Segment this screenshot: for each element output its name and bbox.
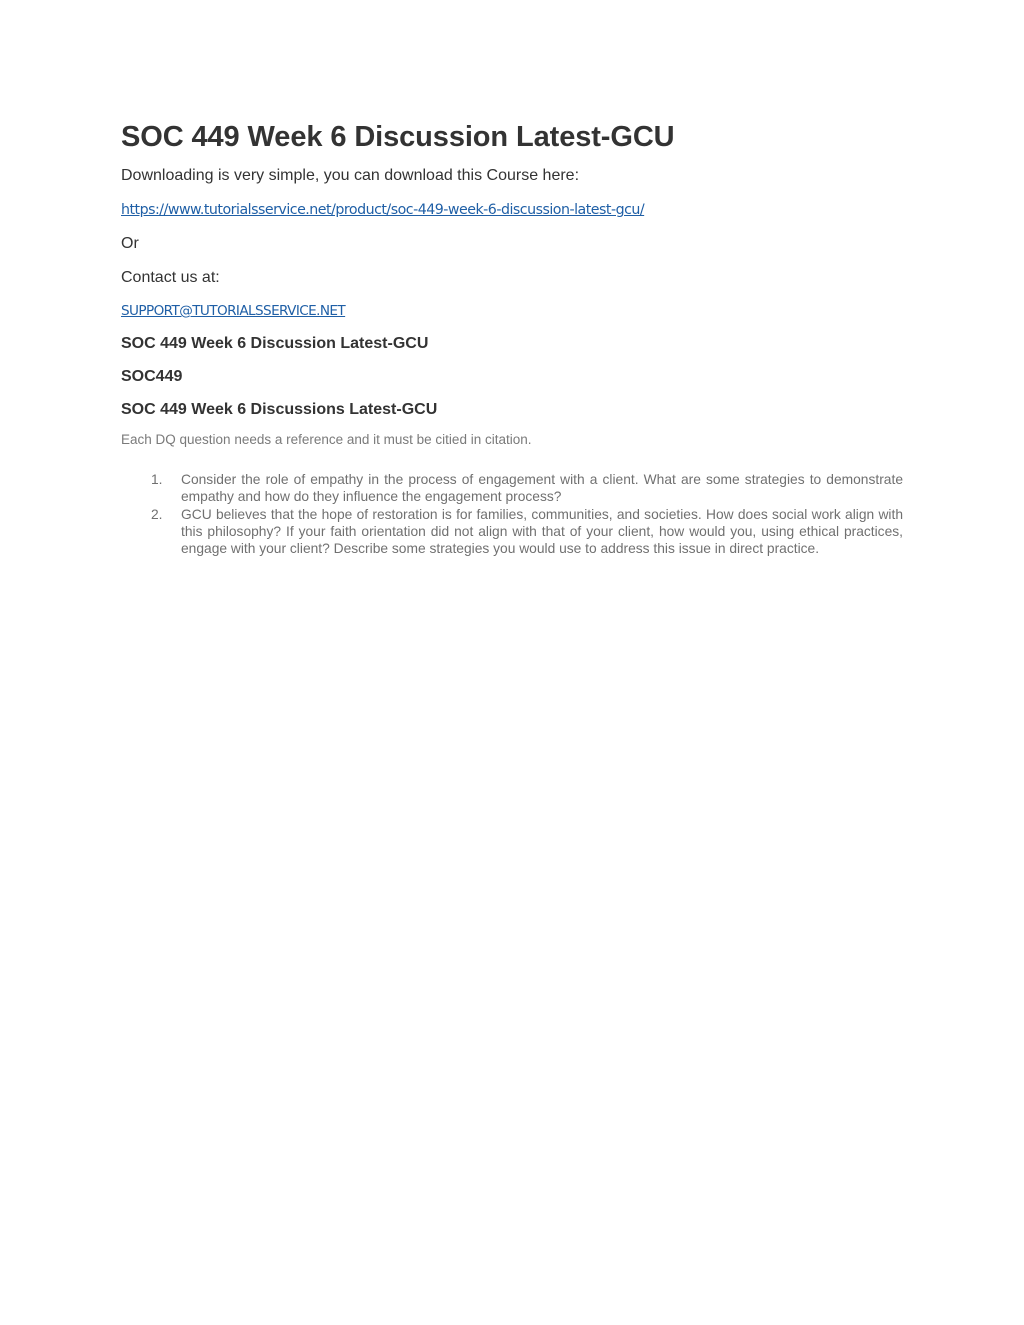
intro-text: Downloading is very simple, you can download this Course here:	[121, 167, 580, 184]
subheading-course: SOC 449 Week 6 Discussion Latest-GCU	[121, 335, 429, 352]
support-email-link[interactable]: SUPPORT@TUTORIALSSERVICE.NET	[121, 303, 346, 319]
question-list	[121, 471, 903, 557]
list-item	[121, 506, 903, 558]
product-link[interactable]: https://www.tutorialsservice.net/product/soc-449-week-6-discussion-latest-gcu/	[121, 202, 645, 218]
citation-note: Each DQ question needs a reference and it must be citied in citation.	[121, 432, 532, 447]
question-text: Consider the role of empathy in the process of engagement with a client. What are some strategies to demonstrate empathy and how do they influence the engagement process?	[181, 472, 903, 505]
document-page	[121, 118, 903, 557]
contact-label: Contact us at:	[121, 269, 220, 286]
or-text: Or	[121, 235, 139, 252]
question-number: 1.	[151, 472, 163, 487]
question-text: GCU believes that the hope of restoration is for families, communities, and societies. How does social work align with this philosophy? If your faith orientation did not align with that of your client, how would you, using ethical practices, engage with your client? Describe some strategies you would use to address this issue in direct practice.	[181, 506, 903, 557]
subheading-discussions: SOC 449 Week 6 Discussions Latest-GCU	[121, 401, 438, 418]
question-number: 2.	[151, 506, 163, 522]
page-title: SOC 449 Week 6 Discussion Latest-GCU	[121, 121, 675, 153]
subheading-code: SOC449	[121, 368, 183, 385]
list-item	[121, 471, 903, 506]
